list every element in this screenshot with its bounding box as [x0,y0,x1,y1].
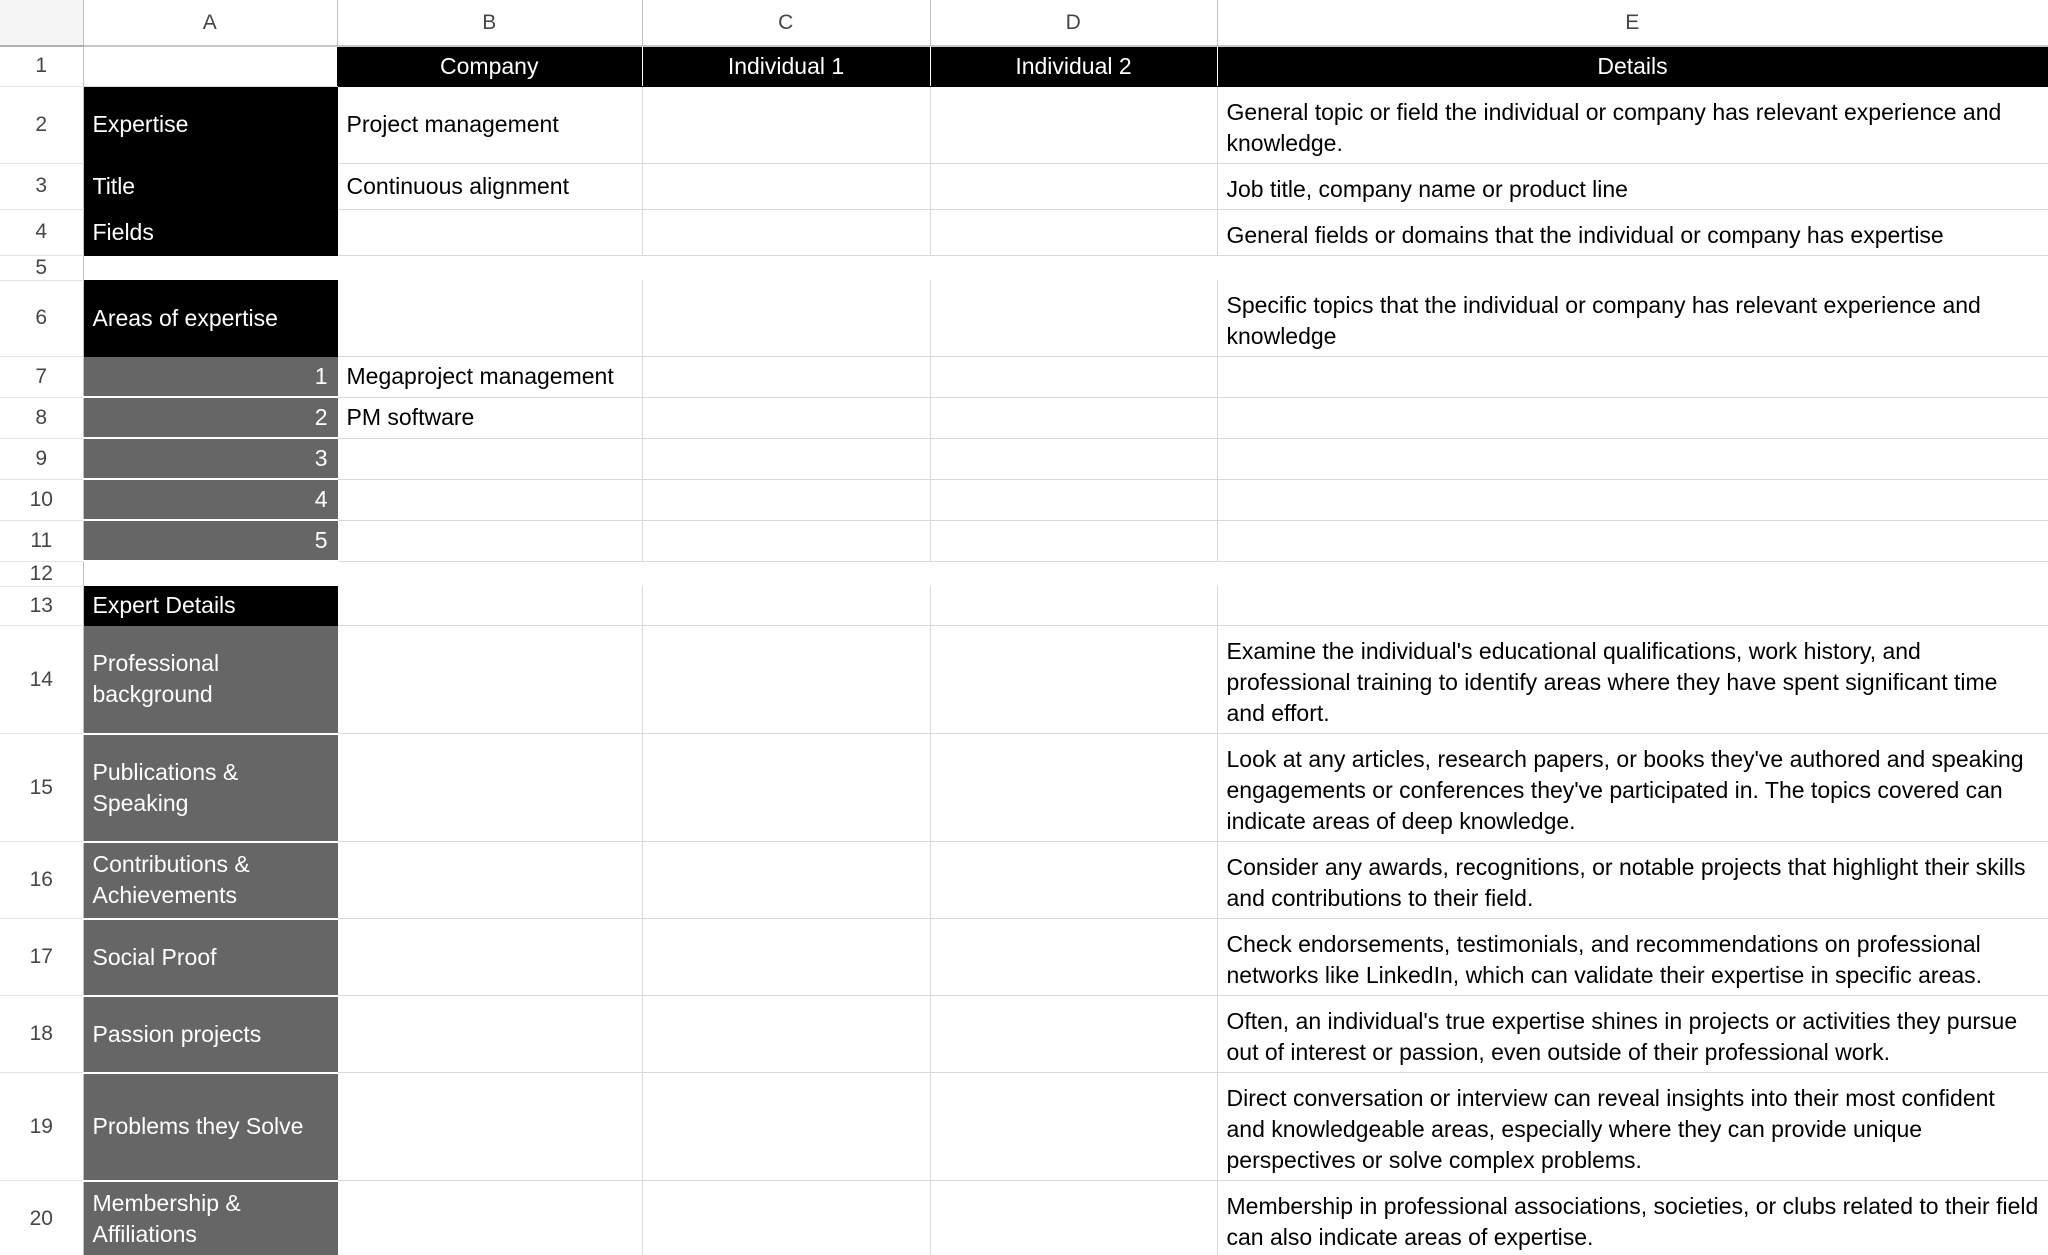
cell-individual-1[interactable] [642,397,930,438]
cell-company[interactable]: PM software [337,397,642,438]
table-row [0,438,2048,479]
cell-company[interactable] [337,996,642,1073]
cell-individual-1[interactable] [642,919,930,996]
cell-individual-2[interactable] [930,255,1217,280]
row-number[interactable]: 16 [0,842,83,919]
cell-individual-1[interactable] [642,734,930,842]
cell-details[interactable]: Specific topics that the individual or company has relevant experience and knowledge [1217,280,2048,357]
cell-company[interactable] [337,209,642,255]
table-row [0,919,2048,996]
row-label-cell[interactable]: 3 [83,438,337,479]
row-label-cell[interactable]: Problems they Solve [83,1073,337,1181]
row-number[interactable]: 9 [0,438,83,479]
cell-individual-1[interactable] [642,996,930,1073]
table-row [0,86,2048,163]
cell-details[interactable] [1217,357,2048,398]
row-number[interactable]: 11 [0,520,83,561]
cell-individual-2[interactable] [930,438,1217,479]
row-label-cell[interactable]: Professional background [83,626,337,734]
cell-company[interactable] [337,255,642,280]
row-number[interactable]: 8 [0,397,83,438]
cell-individual-1[interactable] [642,280,930,357]
table-row [0,734,2048,842]
cell-company[interactable] [337,1073,642,1181]
cell-company[interactable] [337,520,642,561]
cell-individual-2[interactable] [930,626,1217,734]
row-number[interactable]: 10 [0,479,83,520]
cell-company[interactable] [337,1181,642,1255]
row-label-cell[interactable]: Social Proof [83,919,337,996]
cell-company[interactable] [337,842,642,919]
row-number[interactable]: 15 [0,734,83,842]
cell-company[interactable]: Project management [337,86,642,163]
row-label-cell[interactable]: Expert Details [83,586,337,626]
cell-details[interactable] [1217,586,2048,626]
row-label-cell[interactable]: 4 [83,479,337,520]
row-label-cell[interactable]: Passion projects [83,996,337,1073]
cell-individual-2[interactable] [930,209,1217,255]
cell-individual-1[interactable] [642,255,930,280]
table-row [0,479,2048,520]
cell-company[interactable] [337,438,642,479]
cell-individual-2[interactable] [930,86,1217,163]
row-number[interactable]: 19 [0,1073,83,1181]
cell-details[interactable]: Job title, company name or product line [1217,163,2048,209]
row-number[interactable]: 7 [0,357,83,398]
cell-details[interactable]: Direct conversation or interview can reveal insights into their most confident and knowledgeable areas, especially where they can provide unique perspectives or solve complex problems. [1217,1073,2048,1181]
cell-individual-1[interactable] [642,438,930,479]
column-header-c[interactable]: C [642,0,930,46]
table-row [0,842,2048,919]
row-number[interactable]: 12 [0,561,83,586]
cell-individual-1[interactable] [642,842,930,919]
select-all-corner[interactable] [0,0,83,46]
cell-details[interactable]: Consider any awards, recognitions, or notable projects that highlight their skills and contributions to their field. [1217,842,2048,919]
row-label-cell[interactable] [83,255,337,280]
cell-individual-1[interactable] [642,626,930,734]
cell-individual-1[interactable] [642,479,930,520]
table-row [0,586,2048,626]
cell-company[interactable]: Continuous alignment [337,163,642,209]
cell-individual-1[interactable] [642,163,930,209]
cell-individual-2[interactable] [930,280,1217,357]
cell-individual-1[interactable] [642,561,930,586]
row-number[interactable]: 17 [0,919,83,996]
cell-individual-1[interactable] [642,86,930,163]
table-row [0,163,2048,209]
row-number[interactable]: 14 [0,626,83,734]
cell-individual-1[interactable] [642,1073,930,1181]
cell-individual-2[interactable] [930,520,1217,561]
row-number[interactable]: 3 [0,163,83,209]
row-label-cell[interactable]: 2 [83,397,337,438]
column-header-e[interactable]: E [1217,0,2048,46]
row-label-cell[interactable]: Expertise [83,86,337,163]
cell-individual-2[interactable] [930,1073,1217,1181]
row-number[interactable]: 1 [0,46,83,86]
cell-individual-2[interactable] [930,842,1217,919]
row-label-cell[interactable]: Publications & Speaking [83,734,337,842]
row-number[interactable]: 20 [0,1181,83,1255]
cell-individual-2[interactable] [930,561,1217,586]
table-row [0,280,2048,357]
cell-company[interactable] [337,734,642,842]
table-row [0,397,2048,438]
row-number[interactable]: 2 [0,86,83,163]
cell-details[interactable] [1217,520,2048,561]
table-row [0,255,2048,280]
row-label-cell[interactable]: 5 [83,520,337,561]
row-label-cell[interactable]: Areas of expertise [83,280,337,357]
table-row [0,520,2048,561]
cell-company[interactable] [337,479,642,520]
cell-individual-2[interactable] [930,996,1217,1073]
cell-details[interactable]: Membership in professional associations, societies, or clubs related to their field can also indicate areas of expertise. [1217,1181,2048,1255]
cell-details[interactable]: Check endorsements, testimonials, and recommendations on professional networks like LinkedIn, which can validate their expertise in specific areas. [1217,919,2048,996]
cell-details[interactable]: Often, an individual's true expertise shines in projects or activities they pursue out of interest or passion, even outside of their professional work. [1217,996,2048,1073]
cell-individual-2[interactable] [930,397,1217,438]
cell-individual-1[interactable] [642,209,930,255]
cell-individual-2[interactable] [930,163,1217,209]
table-header-details[interactable]: Details [1217,46,2048,86]
cell-individual-1[interactable] [642,357,930,398]
cell-company[interactable] [337,280,642,357]
cell-individual-1[interactable] [642,1181,930,1255]
table-header-row [0,46,2048,86]
row-label-cell[interactable]: Fields [83,209,337,255]
column-header-row [0,0,2048,46]
table-row [0,626,2048,734]
table-row [0,996,2048,1073]
cell-company[interactable]: Megaproject management [337,357,642,398]
row-number[interactable]: 6 [0,280,83,357]
row-label-cell[interactable] [83,561,337,586]
row-number[interactable]: 13 [0,586,83,626]
cell-details[interactable]: Look at any articles, research papers, or books they've authored and speaking engagements or conferences they've participated in. The topics covered can indicate areas of deep knowledge. [1217,734,2048,842]
row-label-cell[interactable]: Membership & Affiliations [83,1181,337,1255]
cell-details[interactable] [1217,397,2048,438]
cell-details[interactable] [1217,438,2048,479]
table-row [0,1181,2048,1255]
table-row [0,209,2048,255]
table-row [0,1073,2048,1181]
cell-company[interactable] [337,626,642,734]
row-label-cell[interactable]: 1 [83,357,337,398]
cell-company[interactable] [337,561,642,586]
table-row [0,357,2048,398]
cell-details[interactable]: General topic or field the individual or company has relevant experience and knowledge. [1217,86,2048,163]
row-label-cell[interactable]: Title [83,163,337,209]
row-label-cell[interactable]: Contributions & Achievements [83,842,337,919]
cell-company[interactable] [337,586,642,626]
cell-individual-2[interactable] [930,357,1217,398]
table-header-company[interactable]: Company [337,46,642,86]
cell-details[interactable] [1217,561,2048,586]
cell-individual-2[interactable] [930,1181,1217,1255]
cell-individual-2[interactable] [930,919,1217,996]
table-header-individual-1[interactable]: Individual 1 [642,46,930,86]
cell-a1[interactable] [83,46,337,86]
cell-details[interactable] [1217,255,2048,280]
table-header-individual-2[interactable]: Individual 2 [930,46,1217,86]
cell-details[interactable]: Examine the individual's educational qualifications, work history, and professional training to identify areas where they have spent significant time and effort. [1217,626,2048,734]
cell-individual-1[interactable] [642,586,930,626]
column-header-b[interactable]: B [337,0,642,46]
column-header-a[interactable]: A [83,0,337,46]
row-number[interactable]: 4 [0,209,83,255]
cell-details[interactable]: General fields or domains that the individual or company has expertise [1217,209,2048,255]
cell-company[interactable] [337,919,642,996]
cell-details[interactable] [1217,479,2048,520]
cell-individual-1[interactable] [642,520,930,561]
cell-individual-2[interactable] [930,586,1217,626]
column-header-d[interactable]: D [930,0,1217,46]
table-row [0,561,2048,586]
row-number[interactable]: 18 [0,996,83,1073]
row-number[interactable]: 5 [0,255,83,280]
cell-individual-2[interactable] [930,479,1217,520]
cell-individual-2[interactable] [930,734,1217,842]
